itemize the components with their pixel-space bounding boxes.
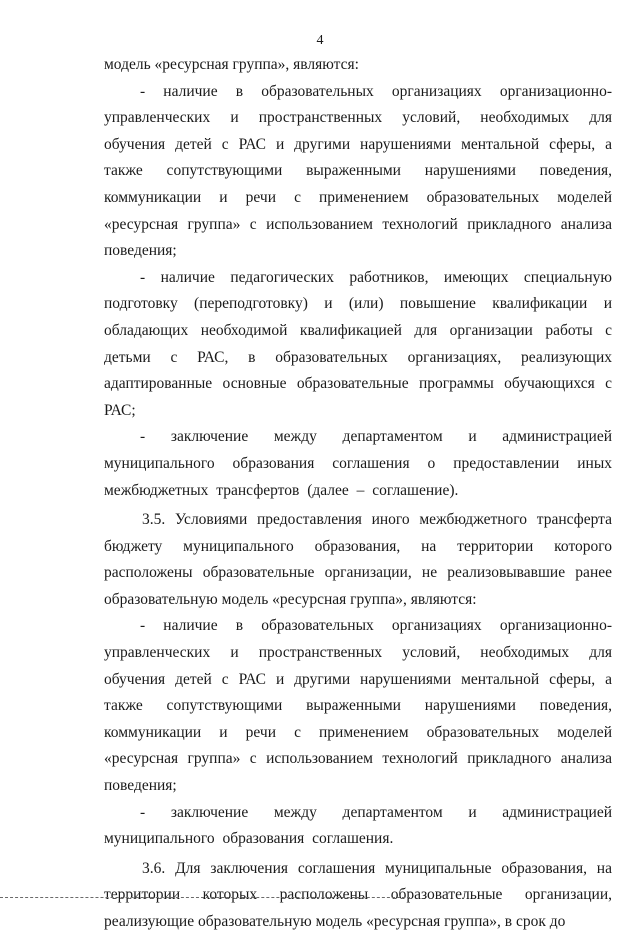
paragraph-section-3-5: 3.5. Условиями предоставления иного межбюджетного трансферта бюджету муниципального образования, на территории которого расположены образовательные организации, не реализовывавшие ранее образовательную модель «ресурсная группа», являются:: [104, 511, 612, 608]
paragraph-bullet-agreement: - заключение между департаментом и администрацией муниципального образования соглашения о предоставлении иных межбюджетных трансфертов (далее – соглашение).: [104, 428, 612, 499]
page-number: 4: [316, 33, 324, 48]
paragraph-bullet-agreement-2: - заключение между департаментом и администрацией муниципального образования соглашения.: [104, 803, 612, 848]
paragraph-bullet-conditions-2: - наличие в образовательных организациях организационно-управленческих и пространственных условий, необходимых для обучения детей с РАС и другими нарушениями ментальной сферы, а также сопутствующими выраженными нарушениями поведения, коммуникации и речи с применением образовательных моделей «ресурсная группа» с использованием технологий прикладного анализа поведения;: [104, 617, 612, 795]
paragraph-bullet-staff: - наличие педагогических работников, имеющих специальную подготовку (переподготовку) и (или) повышение квалификации и обладающих необходимой квалификацией для организации работы с детьми с РАС, в образовательных организациях, реализующих адаптированные основные образовательные программы обучающихся с РАС;: [104, 268, 612, 419]
bottom-scan-line: [0, 897, 410, 898]
document-body: [104, 52, 612, 936]
paragraph-section-3-6: 3.6. Для заключения соглашения муниципальные образования, на территории которых расположены образовательные организации, реализующие образовательную модель «ресурсная группа», в срок до: [104, 859, 612, 930]
paragraph-intro-continuation: модель «ресурсная группа», являются:: [104, 56, 359, 73]
paragraph-bullet-conditions: - наличие в образовательных организациях организационно-управленческих и пространственных условий, необходимых для обучения детей с РАС и другими нарушениями ментальной сферы, а также сопутствующими выраженными нарушениями поведения, коммуникации и речи с применением образовательных моделей «ресурсная группа» с использованием технологий прикладного анализа поведения;: [104, 82, 612, 260]
